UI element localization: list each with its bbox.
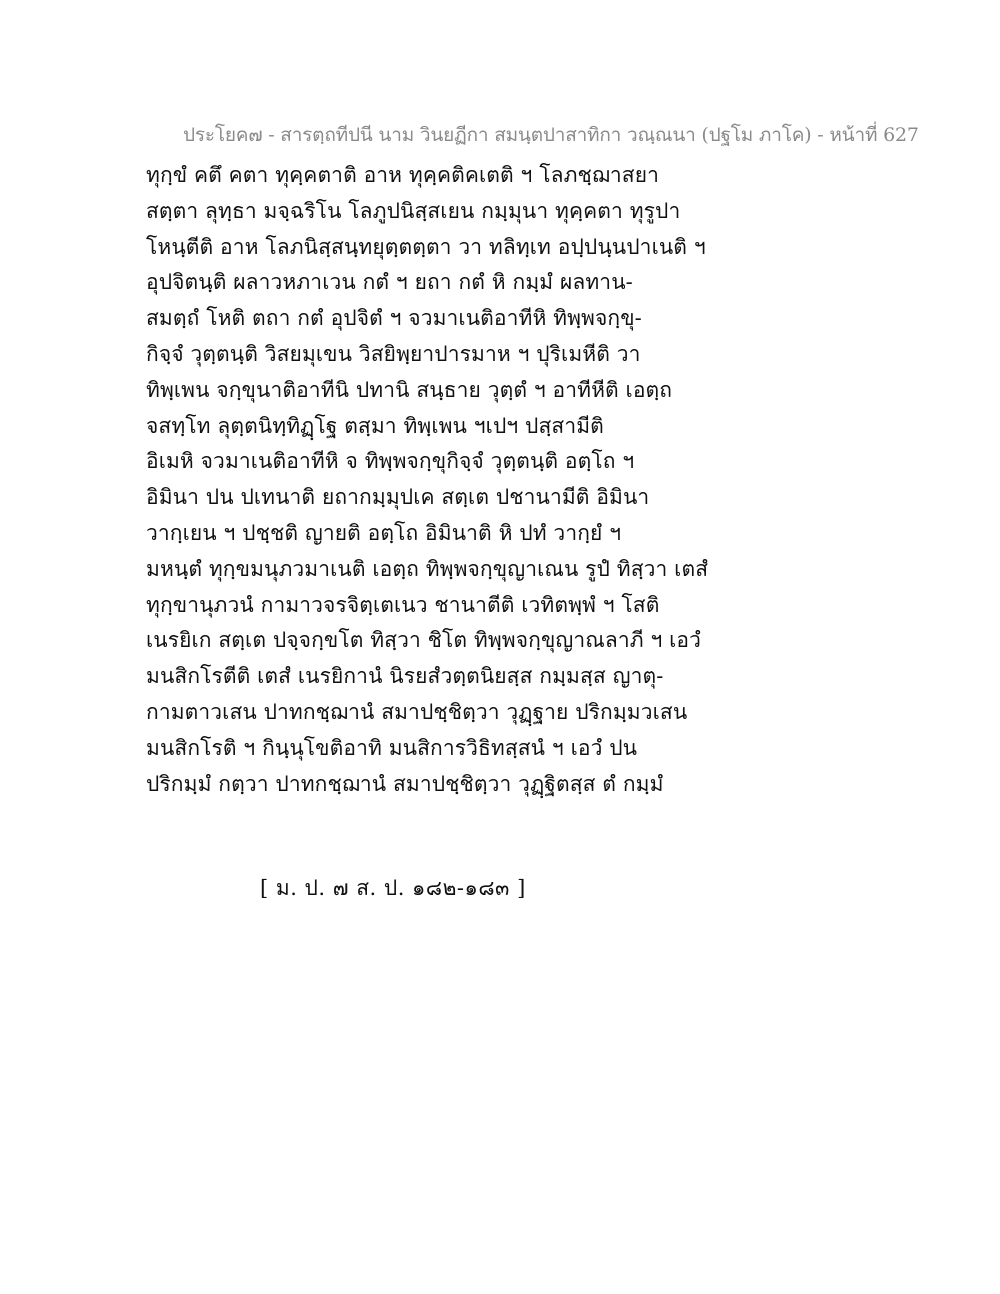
text-line: ปริกมฺมํ กตฺวา ปาทกชฺฌานํ สมาปชฺชิตฺวา วุฏฺฐิตสฺส ตํ กมฺมํ — [146, 771, 664, 796]
text-line: ทิพฺเพน จกฺขุนาติอาทีนิ ปทานิ สนฺธาย วุตฺตํ ฯ อาทีหีติ เอตฺถ — [146, 377, 673, 402]
text-line: กิจฺจํ วุตฺตนฺติ วิสยมุเขน วิสยิพฺยาปารมาห ฯ ปุริเมหีติ วา — [146, 341, 641, 366]
text-line: มนสิกโรติ ฯ กินฺนุโขติอาทิ มนสิการวิธิทสฺสนํ ฯ เอวํ ปน — [146, 735, 638, 760]
text-line: มหนฺตํ ทุกฺขมนุภวมาเนติ เอตฺถ ทิพฺพจกฺขุญาเณน รูปํ ทิสฺวา เตสํ — [146, 556, 709, 581]
text-line: กามตาวเสน ปาทกชฺฌานํ สมาปชฺชิตฺวา วุฏฺฐาย ปริกมฺมวเสน — [146, 699, 688, 724]
text-line: เนรยิเก สตฺเต ปจฺจกฺขโต ทิสฺวา ชิโต ทิพฺพจกฺขุญาณลาภี ฯ เอวํ — [146, 628, 701, 653]
text-line: สมตฺถํ โหติ ตถา กตํ อุปจิตํ ฯ จวมาเนติอาทีหิ ทิพฺพจกฺขุ- — [146, 306, 642, 331]
text-line: ทุกฺขานุภวนํ กามาวจรจิตฺเตเนว ชานาตีติ เวทิตพฺพํ ฯ โสติ — [146, 592, 660, 617]
text-line: สตฺตา ลุทฺธา มจฺฉริโน โลภูปนิสฺสเยน กมฺมุนา ทุคฺคตา ทุรูปา — [146, 198, 681, 223]
body-text — [146, 158, 709, 802]
text-line: โหนฺตีติ อาห โลภนิสฺสนฺทยุตฺตตฺตา วา ทลิทฺเท อปฺปนฺนปาเนติ ฯ — [146, 234, 706, 259]
text-line: วากฺเยน ฯ ปชฺชติ ญายติ อตฺโถ อิมินาติ หิ ปทํ วากฺยํ ฯ — [146, 520, 622, 545]
text-line: อิมินา ปน ปเทนาติ ยถากมฺมุปเค สตฺเต ปชานามีติ อิมินา — [146, 485, 650, 510]
text-line: ทุกฺขํ คตึ คตา ทุคฺคตาติ อาห ทุคฺคติคเตติ ฯ โลภชฺฌาสยา — [146, 163, 660, 187]
text-line: อิเมหิ จวมาเนติอาทีหิ จ ทิพฺพจกฺขุกิจฺจํ วุตฺตนฺติ อตฺโถ ฯ — [146, 449, 635, 474]
text-line: อุปจิตนฺติ ผลาวหภาเวน กตํ ฯ ยถา กตํ หิ กมฺมํ ผลทาน- — [146, 270, 633, 295]
text-line: มนสิกโรตีติ เตสํ เนรยิกานํ นิรยสํวตฺตนิยสฺส กมฺมสฺส ญาตุ- — [146, 664, 664, 689]
text-line: จสทฺโท ลุตฺตนิทฺทิฏฺโฐ ตสฺมา ทิพฺเพน ฯเปฯ ปสฺสามีติ — [146, 413, 604, 438]
source-reference: [ ม. ป. ๗ ส. ป. ๑๘๒-๑๘๓ ] — [260, 876, 526, 900]
page-header: ประโยค๗ - สารตฺถทีปนี นาม วินยฏีกา สมนฺตปาสาทิกา วณฺณนา (ปฐโม ภาโค) - หน้าที่ 627 — [183, 124, 919, 146]
